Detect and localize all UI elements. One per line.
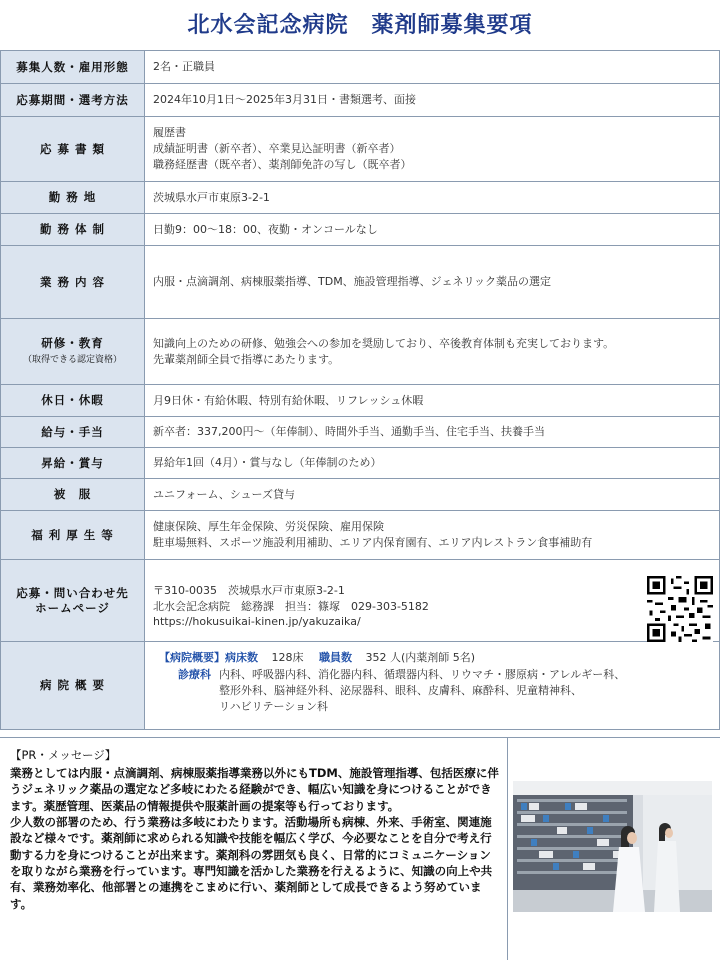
document-item: 履歴書 [153,126,186,140]
row-label [1,560,145,642]
row-value: 2名・正職員 [145,51,720,84]
overview-key: 【病院概要】 [159,651,225,664]
document-item: 成績証明書（新卒者）、卒業見込証明書（新卒者） [153,142,401,156]
table-row [1,642,720,730]
qr-code-icon[interactable] [647,576,713,642]
row-value [145,642,720,730]
row-label-main: 研修・教育 [41,336,104,351]
table-row [1,319,720,385]
row-label: 被 服 [1,479,145,511]
contact-label: 応募・問い合わせ先 [16,585,129,600]
row-label: 応募期間・選考方法 [1,84,145,117]
beds-value: 128床 [271,651,304,664]
table-row [1,117,720,182]
pr-section [0,737,720,960]
table-row [1,84,720,117]
row-label: 昇給・賞与 [1,448,145,479]
page-title: 北水会記念病院 薬剤師募集要項 [187,12,533,38]
hospital-stats [159,650,713,666]
training-line: 知識向上のための研修、勉強会への参加を奨励しており、卒後教育体制も充実しております。 [153,336,615,350]
table-row [1,385,720,417]
table-row [1,51,720,84]
pr-heading: 【PR・メッセージ】 [10,748,117,762]
training-line: 先輩薬剤師全員で指導にあたります。 [153,352,340,366]
table-row [1,511,720,560]
row-value: 内服・点滴調剤、病棟服薬指導、TDM、施設管理指導、ジェネリック薬品の選定 [145,246,720,319]
row-label: 勤 務 体 制 [1,214,145,246]
row-label: 応 募 書 類 [1,117,145,182]
contact-department: 北水会記念病院 総務課 担当：篠塚 029-303-5182 [153,599,429,613]
pr-paragraph: 業務としては内服・点滴調剤、病棟服薬指導業務以外にもTDM、施設管理指導、包括医療に伴うジェネリック薬品の選定など多岐にわたる経験ができ、幅広い知識を身につけることができます。薬歴管理、医薬品の情報提供や服薬計画の提案等も行っております。 [10,766,499,813]
row-label-sub: （取得できる認定資格） [22,355,122,366]
row-label [1,319,145,385]
row-value: 2024年10月1日～2025年3月31日・書類選考、面接 [145,84,720,117]
row-value: 茨城県水戸市東原3-2-1 [145,182,720,214]
dept-key: 診療科 [178,667,211,681]
table-row [1,246,720,319]
row-value [145,117,720,182]
welfare-line: 健康保険、厚生年金保険、労災保険、雇用保険 [153,520,384,534]
row-value: 月9日休・有給休暇、特別有給休暇、リフレッシュ休暇 [145,385,720,417]
pr-message [0,738,508,960]
row-value: 昇給年1回（4月）・賞与なし（年俸制のため） [145,448,720,479]
staff-key: 職員数 [319,651,352,664]
departments [159,667,713,715]
dept-list [219,667,625,715]
contact-address: 〒310-0035 茨城県水戸市東原3-2-1 [153,583,345,597]
row-label: 募集人数・雇用形態 [1,51,145,84]
row-label: 給与・手当 [1,417,145,448]
pr-paragraph: 少人数の部署のため、行う業務は多岐にわたります。活動場所も病棟、外来、手術室、関連施設など様々です。薬剤師に求められる知識や技能を幅広く学び、今必要なことを自分で考え行動する力を身につけることが出来ます。薬剤科の雰囲気も良く、日常的にコミュニケーションを取りながら業務を行っています。専門知識を活かした業務を行えるように、知識の向上や共有、業務効率化、他部署との連携をこまめに行い、薬剤師として成長できるよう努めています。 [10,814,493,911]
row-value: ユニフォーム、シューズ貸与 [145,479,720,511]
recruitment-table [0,50,720,730]
row-label: 勤 務 地 [1,182,145,214]
row-label: 休日・休暇 [1,385,145,417]
table-row [1,448,720,479]
document-item: 職務経歴書（既卒者）、薬剤師免許の写し（既卒者） [153,157,412,171]
homepage-link[interactable]: https://hokusuikai-kinen.jp/yakuzaika/ [153,615,361,629]
row-value [145,560,720,642]
homepage-label: ホームページ [35,600,110,615]
row-value [145,511,720,560]
dept-line: 整形外科、脳神経外科、泌尿器科、眼科、皮膚科、麻酔科、児童精神科、 [219,683,582,697]
welfare-line: 駐車場無料、スポーツ施設利用補助、エリア内保育園有、エリア内レストラン食事補助有 [153,536,593,549]
row-label: 病 院 概 要 [1,642,145,730]
dept-line: 内科、呼吸器内科、消化器内科、循環器内科、リウマチ・膠原病・アレルギー科、 [219,667,626,681]
row-label: 業 務 内 容 [1,246,145,319]
table-row [1,182,720,214]
row-value: 新卒者：337,200円～（年俸制）、時間外手当、通勤手当、住宅手当、扶養手当 [145,417,720,448]
pharmacy-photo [513,781,712,912]
row-value [145,319,720,385]
table-row [1,417,720,448]
table-row [1,214,720,246]
dept-line: リハビリテーション科 [219,699,329,713]
staff-value: 352 人(内薬剤師 5名) [365,651,476,664]
beds-key: 病床数 [225,651,258,664]
table-row [1,560,720,642]
row-value: 日勤9：00～18：00、夜勤・オンコールなし [145,214,720,246]
row-label: 福 利 厚 生 等 [1,511,145,560]
table-row [1,479,720,511]
